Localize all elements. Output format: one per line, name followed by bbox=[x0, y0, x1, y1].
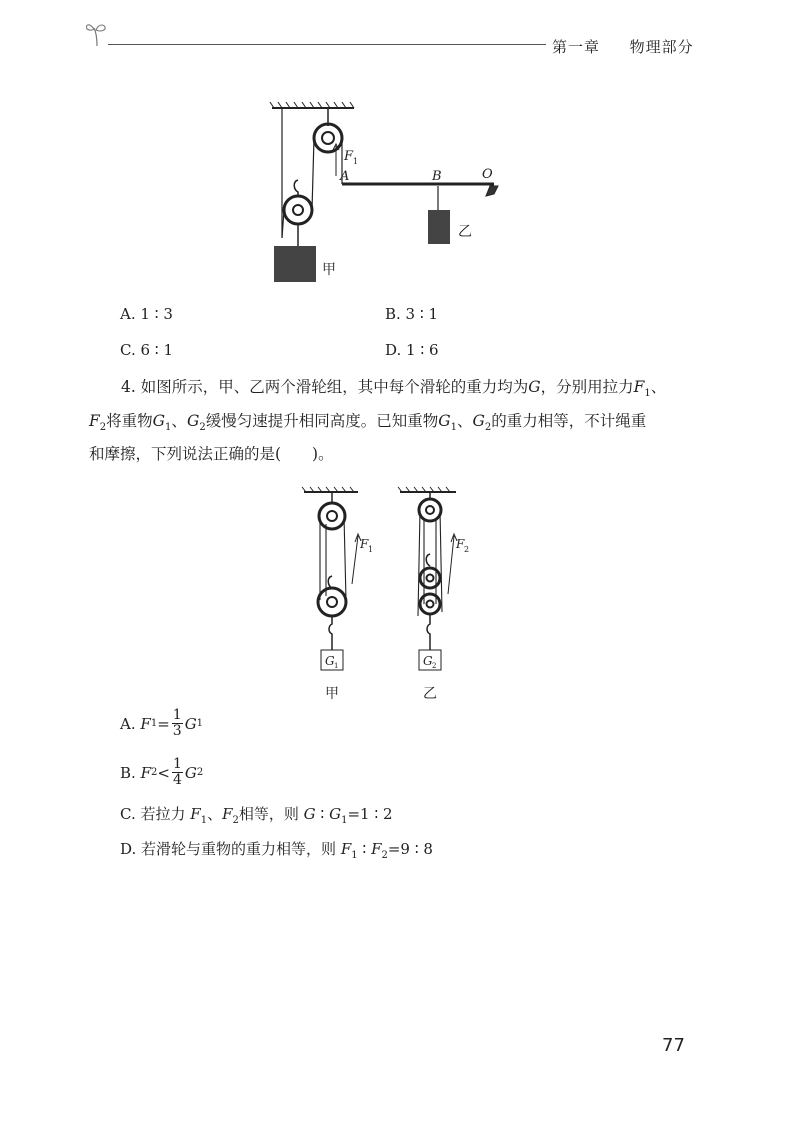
svg-text:甲: 甲 bbox=[325, 686, 339, 702]
header-section: 物理部分 bbox=[629, 38, 694, 56]
svg-text:乙: 乙 bbox=[423, 686, 437, 702]
q4-line-1: 4. 如图所示，甲、乙两个滑轮组，其中每个滑轮的重力均为G，分别用拉力$F_1$、 bbox=[121, 378, 667, 400]
svg-text:O: O bbox=[482, 167, 493, 182]
svg-text:1: 1 bbox=[334, 662, 339, 670]
q3-option-b: B. 3 ∶ 1 bbox=[385, 305, 439, 323]
svg-text:G: G bbox=[325, 654, 335, 668]
q4-option-b: B. F 2 < $\frac{1}{4}$ G 2 bbox=[120, 756, 204, 788]
q3-option-d: D. 1 ∶ 6 bbox=[385, 341, 439, 359]
header-title bbox=[552, 36, 694, 57]
svg-text:乙: 乙 bbox=[458, 224, 472, 240]
fraction-one-quarter: $\frac{1}{4}$ bbox=[172, 756, 182, 788]
svg-text:F: F bbox=[360, 537, 369, 551]
page-number: 77 bbox=[662, 1035, 685, 1056]
fraction-one-third: $\frac{1}{3}$ bbox=[172, 707, 182, 739]
header-chapter: 第一章 bbox=[552, 38, 601, 56]
q4-line-3: 和摩擦，下列说法正确的是( )。 bbox=[89, 445, 334, 463]
q4-option-d: D. 若滑轮与重物的重力相等，则 $F_1$ ∶ $F_2=9$ ∶ 8 bbox=[120, 840, 433, 861]
svg-text:2: 2 bbox=[464, 545, 470, 554]
svg-text:A: A bbox=[340, 169, 350, 184]
q4-line-2: $F_2$将重物$G_1$、$G_2$缓慢匀速提升相同高度。已知重物$G_1$、$G_2$的重力相等，不计绳重 bbox=[89, 412, 647, 434]
svg-text:甲: 甲 bbox=[322, 262, 336, 278]
q3-option-c: C. 6 ∶ 1 bbox=[120, 341, 174, 359]
svg-text:B: B bbox=[432, 169, 442, 184]
svg-text:F: F bbox=[456, 537, 465, 551]
svg-text:F: F bbox=[344, 149, 354, 164]
figure-pulley-systems bbox=[296, 484, 476, 710]
figure-pulley-lever bbox=[262, 98, 512, 288]
svg-text:G: G bbox=[423, 654, 433, 668]
header-rule bbox=[108, 44, 546, 45]
svg-text:1: 1 bbox=[368, 545, 374, 554]
sprout-logo-icon bbox=[84, 20, 110, 48]
q4-option-c: C. 若拉力 $F_1$、$F_2$相等，则 G ∶ $G_1=1$ ∶ 2 bbox=[120, 805, 393, 826]
q3-option-a: A. 1 ∶ 3 bbox=[120, 305, 173, 323]
q4-option-a: A. F 1 = $\frac{1}{3}$ G 1 bbox=[120, 707, 204, 739]
svg-text:2: 2 bbox=[432, 662, 437, 670]
svg-text:1: 1 bbox=[353, 157, 359, 166]
